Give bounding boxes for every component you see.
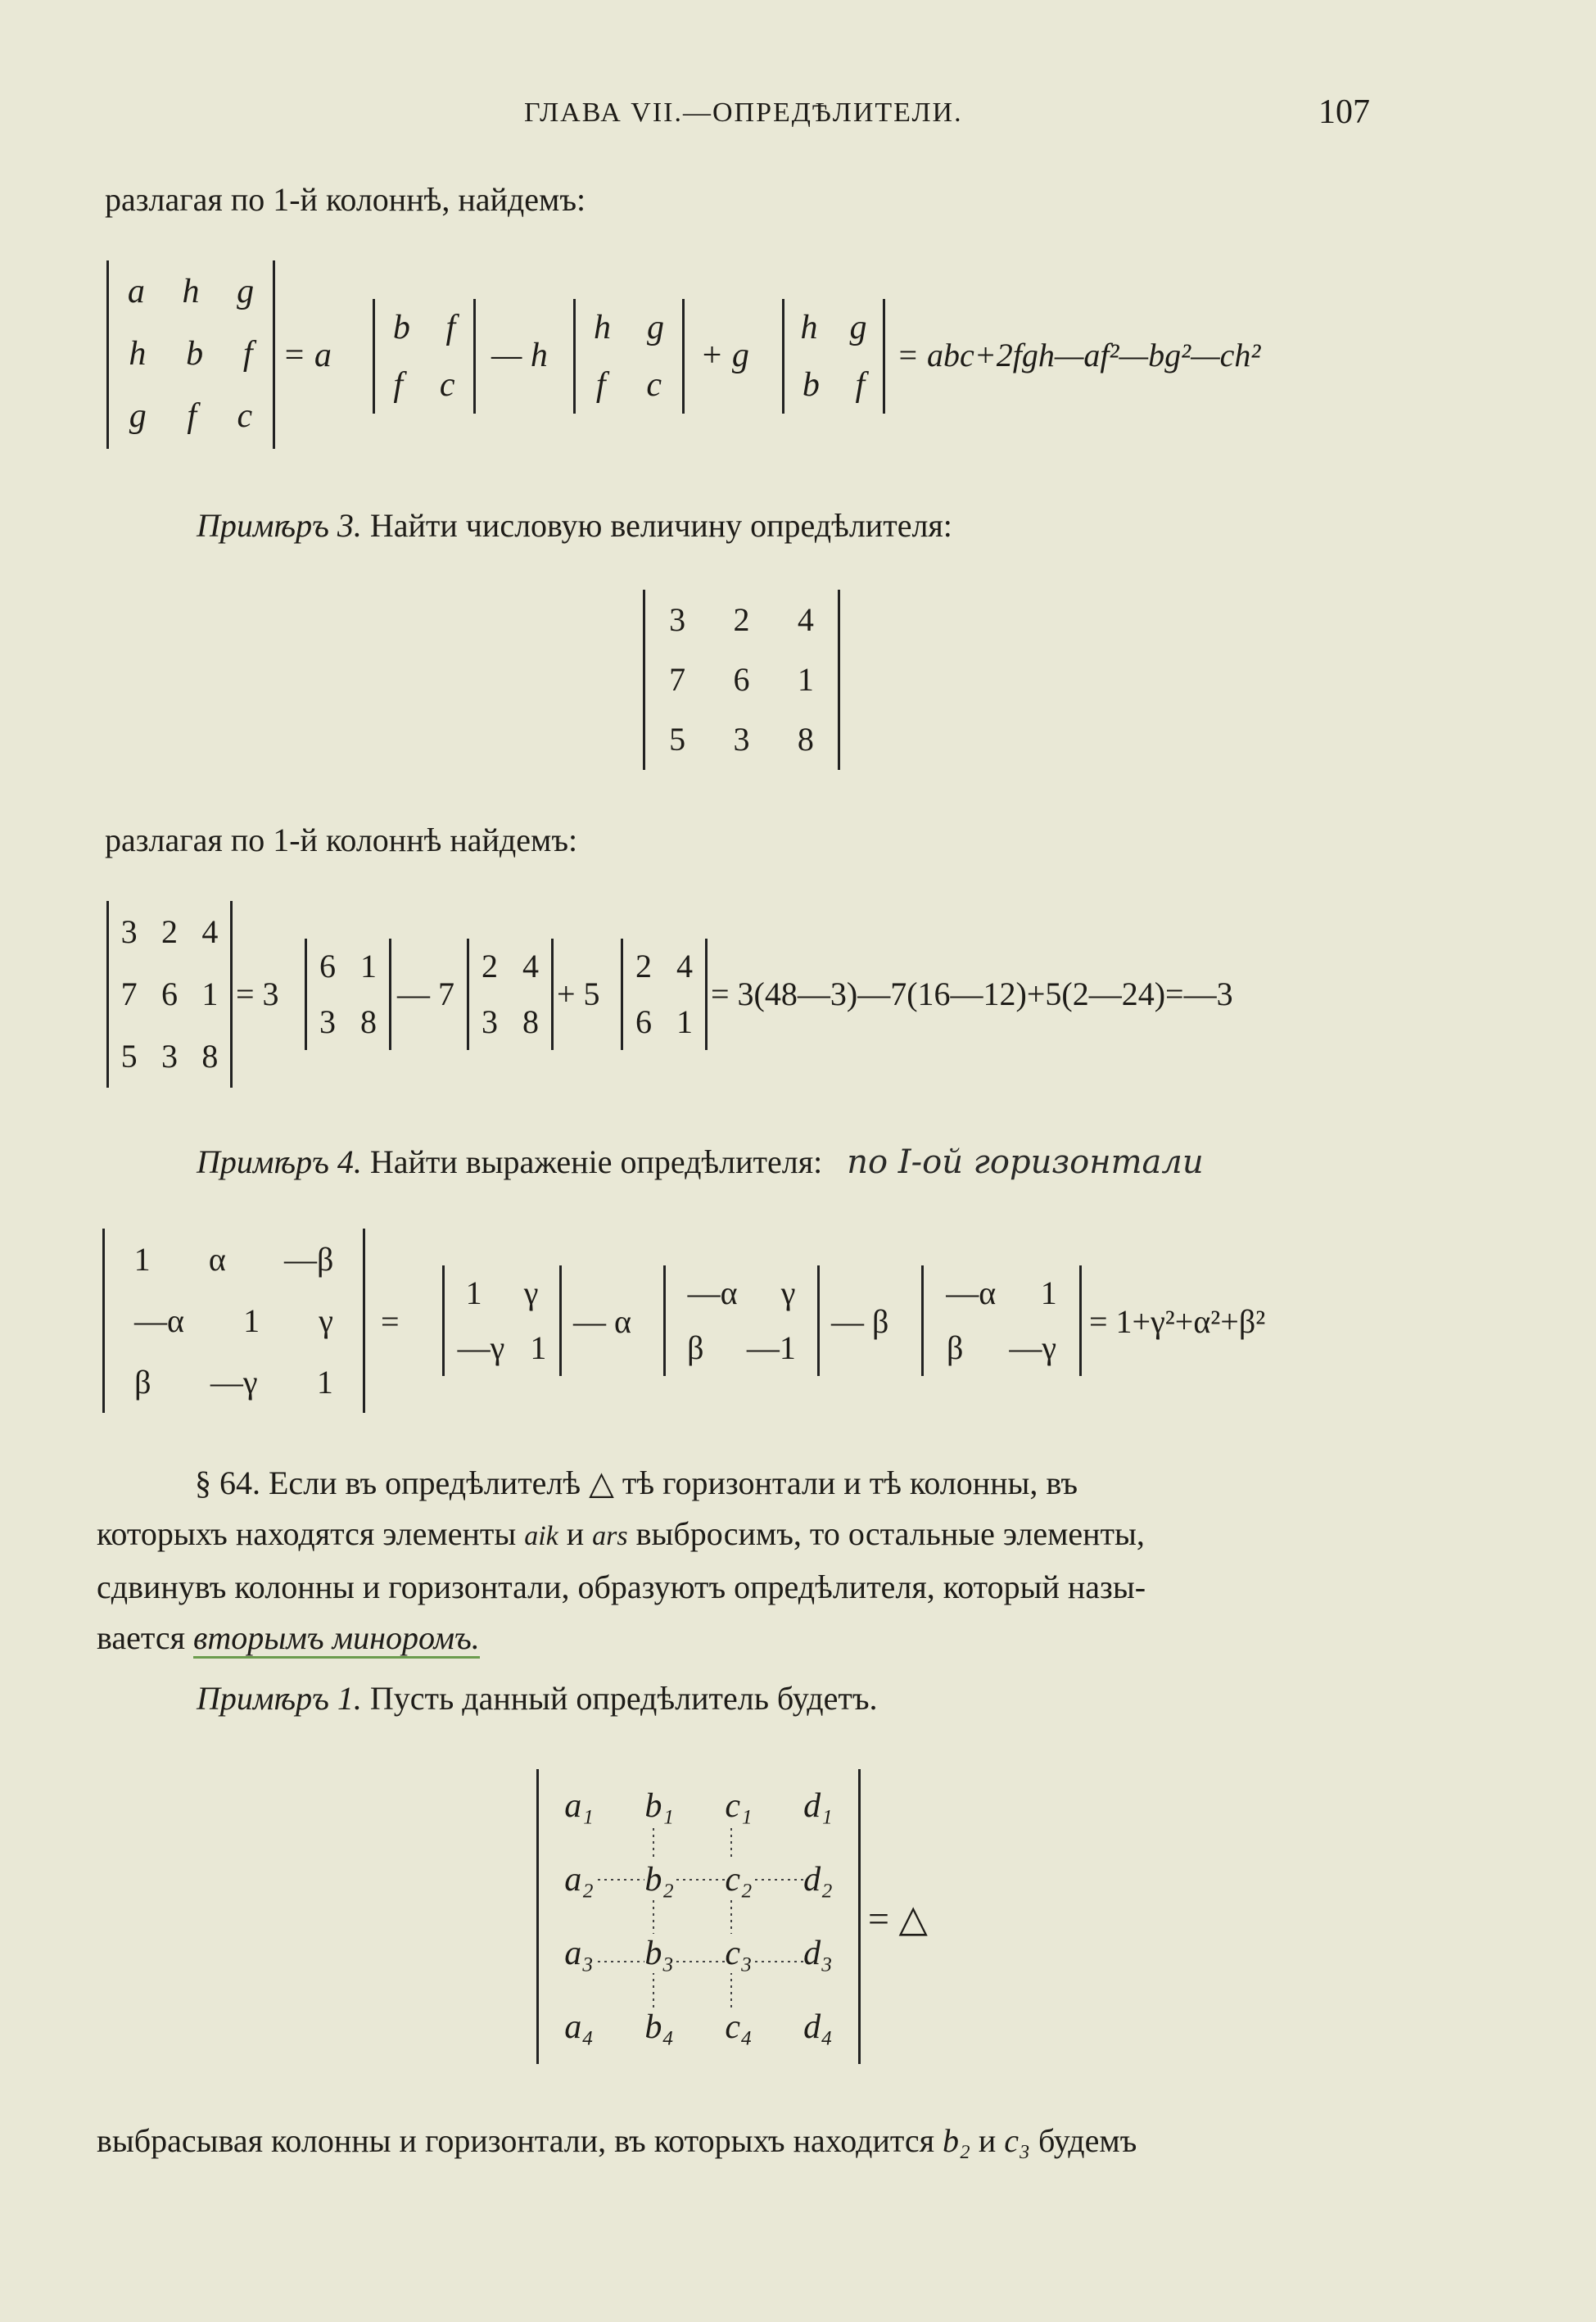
- section-64-paragraph: [97, 1458, 1374, 1663]
- handwritten-note: по I-ой горизонтали: [847, 1143, 1204, 1181]
- matrix-3x3-letters: a h g h b f g f c: [106, 260, 275, 449]
- eq3-eq: =: [381, 1303, 400, 1340]
- minor-greek-3: —α 1 β —γ: [921, 1265, 1082, 1376]
- eq1-coef-g: + g: [700, 337, 749, 374]
- minor-24-38: 2 4 3 8: [467, 939, 554, 1050]
- para-line-2: которыхъ находятся элементы aik и ars выбросимъ, то остальные элементы,: [97, 1515, 1145, 1552]
- intro-line-1: разлагая по 1-й колоннѣ, найдемъ:: [105, 181, 586, 218]
- para-line-1: § 64. Если въ опредѣлителѣ △ тѣ горизонтали и тѣ колонны, въ: [195, 1464, 1078, 1501]
- example-3: [197, 506, 952, 545]
- eq1-result: = abc+2fgh—af²—bg²—ch²: [897, 337, 1261, 373]
- example-1-text: Пусть данный опредѣлитель будетъ.: [369, 1680, 878, 1717]
- example-4-text: Найти выраженіе опредѣлителя:: [369, 1143, 823, 1180]
- delta-equals: = △: [868, 1898, 928, 1940]
- underlined-term: вторымъ миноромъ.: [193, 1619, 480, 1659]
- minor-greek-2: —α γ β —1: [663, 1265, 820, 1376]
- matrix-numeric: 3 2 4 7 6 1 5 3 8: [643, 590, 840, 770]
- example-3-text: Найти числовую величину опредѣлителя:: [369, 507, 952, 544]
- eq2-coef-7: — 7: [397, 975, 454, 1012]
- minor-greek-1: 1 γ —γ 1: [442, 1265, 562, 1376]
- minor-24-61: 2 4 6 1: [621, 939, 708, 1050]
- eq3-result: = 1+γ²+α²+β²: [1089, 1303, 1266, 1340]
- eq2-result: = 3(48—3)—7(16—12)+5(2—24)=—3: [711, 975, 1233, 1012]
- eq1-coef-h: — h: [491, 337, 548, 374]
- example-1-label: Примѣръ 1.: [197, 1680, 362, 1717]
- para-line-4: вается вторымъ миноромъ.: [97, 1613, 1374, 1663]
- eq2-coef-3: = 3: [236, 975, 279, 1012]
- example-4-label: Примѣръ 4.: [197, 1143, 362, 1180]
- minor-61-38: 6 1 3 8: [305, 939, 391, 1050]
- matrix-greek: 1 α —β —α 1 γ β —γ 1: [102, 1229, 365, 1413]
- example-3-label: Примѣръ 3.: [197, 507, 362, 544]
- intro-line-2: разлагая по 1-й колоннѣ найдемъ:: [105, 822, 578, 858]
- para-line-3: сдвинувъ колонны и горизонтали, образуютъ опредѣлителя, который назы-: [97, 1568, 1146, 1605]
- eq1-coef-a: = a: [283, 337, 332, 374]
- eq3-coef-alpha: — α: [573, 1303, 631, 1340]
- eq3-coef-beta: — β: [831, 1303, 889, 1340]
- eq2-coef-5: + 5: [557, 975, 600, 1012]
- minor-hg-fc: h g f c: [573, 299, 685, 414]
- example-1: [197, 1679, 878, 1718]
- page-number: 107: [1318, 93, 1370, 131]
- matrix-3x3-num: 3 2 4 7 6 1 5 3 8: [106, 901, 233, 1088]
- minor-hg-bf: h g b f: [782, 299, 885, 414]
- last-line: выбрасывая колонны и горизонтали, въ которыхъ находится b₂ и c₃ будемъ: [97, 2122, 1137, 2159]
- matrix-4x4: a₁ b₁ c₁ d₁ a₂ b₂ c₂ d₂ a₃ b₃ c₃ d₃ a₄ b₄ c₄ d₄: [536, 1769, 861, 2064]
- running-header: ГЛАВА VII.—ОПРЕДѢЛИТЕЛИ.: [524, 97, 963, 128]
- example-4: [197, 1143, 1204, 1182]
- minor-bf: b f f c: [373, 299, 476, 414]
